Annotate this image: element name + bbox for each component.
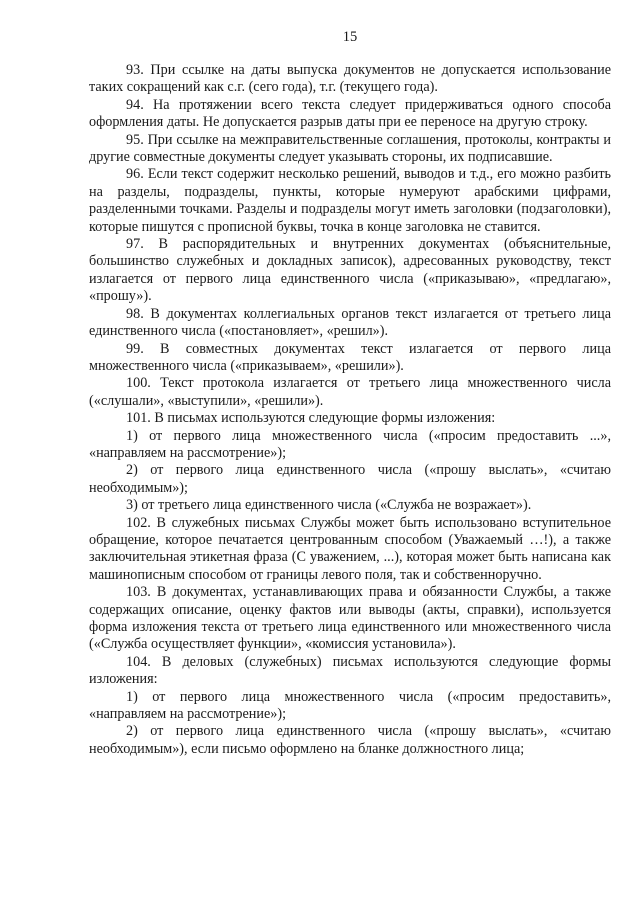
paragraph-102: 102. В служебных письмах Службы может быть использовано вступительное обращение, которое печатается центрованным способом (Уважаемый …!), а также заключительная этикетная фраза (С уважением, ...), которая может быть написана как машинописным способом от границы левого поля, так и собственноручно.: [89, 514, 611, 583]
paragraph-103: 103. В документах, устанавливающих права и обязанности Службы, а также содержащих описание, оценку фактов или выводы (акты, справки), используется форма изложения текста от третьего лица единственного или множественного числа («Служба осуществляет функции», «комиссия установила»).: [89, 584, 611, 653]
list-item-104-2: 2) от первого лица единственного числа («прошу выслать», «считаю необходимым»), если письмо оформлено на бланке должностного лица;: [89, 723, 611, 757]
list-item-104-1: 1) от первого лица множественного числа («просим предоставить», «направляем на рассмотрение»);: [89, 688, 611, 723]
paragraph-100: 100. Текст протокола излагается от третьего лица множественного числа («слушали», «выступили», «решили»).: [89, 375, 611, 409]
paragraph-97: 97. В распорядительных и внутренних документах (объяснительные, большинство служебных и докладных записок), адресованных руководству, текст излагается от первого лица единственного числа («приказываю», «предлагаю», «прошу»).: [89, 236, 611, 305]
paragraph-93: 93. При ссылке на даты выпуска документов не допускается использование таких сокращений как с.г. (сего года), т.г. (текущего года).: [89, 62, 611, 96]
paragraph-98: 98. В документах коллегиальных органов текст излагается от третьего лица единственного числа («постановляет», «решил»).: [89, 305, 611, 340]
paragraph-104: 104. В деловых (служебных) письмах используются следующие формы изложения:: [89, 653, 611, 688]
paragraph-99: 99. В совместных документах текст излагается от первого лица множественного числа («приказываем», «решили»).: [89, 340, 611, 374]
paragraph-101: 101. В письмах используются следующие формы изложения:: [126, 410, 496, 427]
page-number: 15: [342, 29, 358, 45]
document-body: [89, 62, 611, 758]
paragraph-94: 94. На протяжении всего текста следует придерживаться одного способа оформления даты. Не допускается разрыв даты при ее переносе на другую строку.: [89, 96, 611, 131]
paragraph-95: 95. При ссылке на межправительственные соглашения, протоколы, контракты и другие совместные документы следует указывать стороны, их подписавшие.: [89, 131, 611, 166]
list-item-101-1: 1) от первого лица множественного числа («просим предоставить ...», «направляем на рассмотрение»);: [89, 427, 611, 461]
list-item-101-3: 3) от третьего лица единственного числа («Служба не возражает»).: [126, 497, 532, 514]
list-item-101-2: 2) от первого лица единственного числа («прошу выслать», «считаю необходимым»);: [89, 462, 611, 496]
paragraph-96: 96. Если текст содержит несколько решений, выводов и т.д., его можно разбить на разделы, подразделы, пункты, которые нумеруют арабскими цифрами, разделенными точками. Разделы и подразделы могут иметь заголовки (подзаголовки), которые пишутся с прописной буквы, точка в конце заголовка не ставится.: [89, 166, 611, 235]
